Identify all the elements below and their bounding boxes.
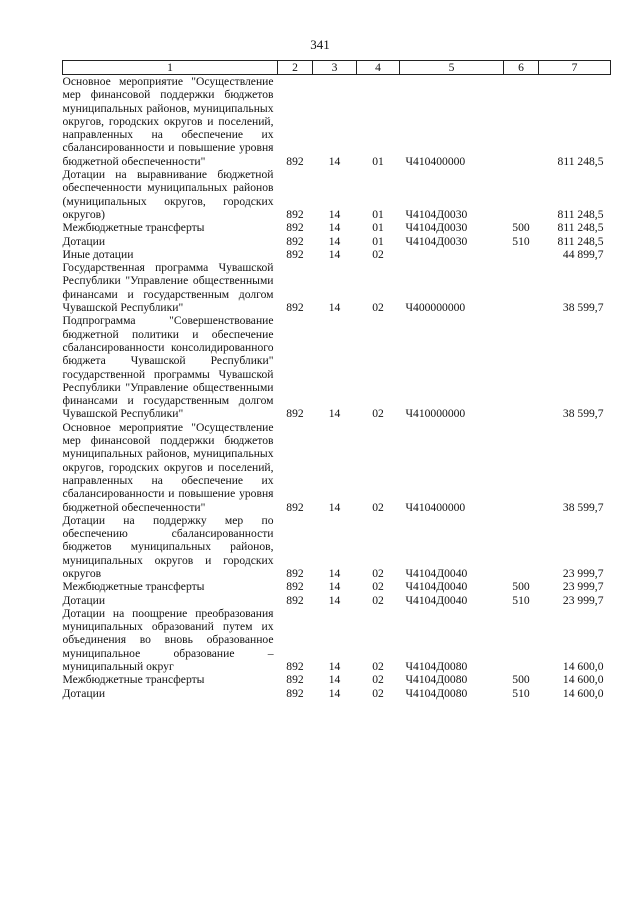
target-article-cell: Ч4104Д0030 [405,234,468,248]
row-name-cell: Дотации на поощрение преобразования муниципальных образований путем их объединения во вновь образованное муниципальное образование – муниципальный округ [62,606,274,674]
subsection-code-cell: 02 [372,301,384,315]
table-body [63,75,611,700]
amount-cell: 811 248,5 [557,207,604,221]
section-code-cell: 14 [328,580,341,594]
table-row [63,687,611,700]
admin-code-cell: 892 [286,673,304,687]
table-row [63,248,611,261]
row-name-cell: Иные дотации [62,247,134,261]
budget-table [62,60,611,700]
expense-type-cell [504,421,539,514]
row-name-cell: Дотации [62,686,106,700]
subsection-code-cell: 02 [372,566,384,580]
page-number: 341 [310,37,330,52]
expense-type-cell: 500 [512,580,530,594]
subsection-code-cell: 02 [372,673,384,687]
table-row [63,235,611,248]
table-row [63,221,611,234]
row-name-cell: Государственная программа Чувашской Республики "Управление общественными финансами и государственным долгом Чувашской Республики" [62,261,274,315]
subsection-code-cell: 01 [372,154,384,168]
expense-type-cell: 500 [512,221,530,235]
section-code-cell: 14 [328,207,341,221]
row-name-cell: Межбюджетные трансферты [62,673,205,687]
table-row [63,75,611,169]
section-code-cell: 14 [328,234,341,248]
expense-type-cell: 510 [512,593,530,607]
table-row [63,580,611,593]
column-header-6: 6 [504,61,539,75]
admin-code-cell: 892 [286,207,304,221]
amount-cell: 811 248,5 [557,154,604,168]
subsection-code-cell: 01 [372,207,384,221]
section-code-cell: 14 [328,407,341,421]
expense-type-cell [504,514,539,580]
expense-type-cell [504,168,539,221]
target-article-cell: Ч4104Д0080 [405,660,468,674]
row-name-cell: Межбюджетные трансферты [62,580,205,594]
row-name-cell: Дотации [62,234,106,248]
admin-code-cell: 892 [286,566,304,580]
row-name-cell: Основное мероприятие "Осуществление мер финансовой поддержки бюджетов муниципальных районов, муниципальных округов, городских округов и поселений, направленных на обеспечение их сбалансированности и повышение уровня бюджетной обеспеченности" [62,75,274,168]
amount-cell: 44 899,7 [562,247,604,261]
admin-code-cell: 892 [286,234,304,248]
amount-cell: 23 999,7 [562,593,604,607]
amount-cell: 38 599,7 [562,407,604,421]
section-code-cell: 14 [328,301,341,315]
row-name-cell: Основное мероприятие "Осуществление мер финансовой поддержки бюджетов муниципальных районов, муниципальных округов, городских округов и поселений, направленных на обеспечение их сбалансированности и повышение уровня бюджетной обеспеченности" [62,420,274,514]
table-row [63,421,611,514]
row-name-cell: Дотации [62,593,106,607]
expense-type-cell: 510 [512,234,530,248]
table-row [63,314,611,420]
amount-cell: 38 599,7 [562,500,604,514]
column-header-1: 1 [63,61,278,75]
column-header-7: 7 [539,61,611,75]
column-header-5: 5 [400,61,504,75]
expense-type-cell: 510 [512,686,530,700]
admin-code-cell: 892 [286,500,304,514]
target-article-cell: Ч4104Д0030 [405,207,468,221]
section-code-cell: 14 [328,566,341,580]
admin-code-cell: 892 [286,154,304,168]
row-name-cell: Подпрограмма "Совершенствование бюджетной политики и обеспечение сбалансированности консолидированного бюджета Чувашской Республики" государственной программы Чувашской Республики "Управление общественными финансами и государственным долгом Чувашской Республики" [62,314,274,421]
row-name-cell: Дотации на выравнивание бюджетной обеспеченности муниципальных районов (муниципальных округов, городских округов) [62,168,274,221]
target-article-cell [400,248,504,261]
section-code-cell: 14 [328,247,341,261]
admin-code-cell: 892 [286,407,304,421]
target-article-cell: Ч4104Д0080 [405,686,468,700]
admin-code-cell: 892 [286,660,304,674]
column-header-2: 2 [278,61,313,75]
subsection-code-cell: 02 [372,580,384,594]
expense-type-cell [504,607,539,673]
section-code-cell: 14 [328,686,341,700]
target-article-cell: Ч4104Д0030 [405,221,468,235]
amount-cell: 14 600,0 [562,660,604,674]
target-article-cell: Ч400000000 [405,301,466,315]
admin-code-cell: 892 [286,301,304,315]
amount-cell: 23 999,7 [562,580,604,594]
target-article-cell: Ч410400000 [405,500,466,514]
column-header-3: 3 [313,61,357,75]
subsection-code-cell: 02 [372,660,384,674]
subsection-code-cell: 02 [372,247,384,261]
section-code-cell: 14 [328,673,341,687]
target-article-cell: Ч4104Д0040 [405,566,468,580]
section-code-cell: 14 [328,660,341,674]
table-row [63,261,611,314]
expense-type-cell [504,314,539,420]
subsection-code-cell: 01 [372,221,384,235]
subsection-code-cell: 01 [372,234,384,248]
amount-cell: 23 999,7 [562,566,604,580]
row-name-cell: Дотации на поддержку мер по обеспечению сбалансированности бюджетов муниципальных районов, муниципальных округов и городских округов [62,513,274,580]
target-article-cell: Ч410000000 [405,407,466,421]
admin-code-cell: 892 [286,247,304,261]
expense-type-cell: 500 [512,673,530,687]
table-row [63,168,611,221]
admin-code-cell: 892 [286,593,304,607]
table-row [63,514,611,580]
section-code-cell: 14 [328,593,341,607]
target-article-cell: Ч4104Д0080 [405,673,468,687]
header-row [63,61,611,75]
section-code-cell: 14 [328,154,341,168]
subsection-code-cell: 02 [372,593,384,607]
subsection-code-cell: 02 [372,686,384,700]
admin-code-cell: 892 [286,686,304,700]
section-code-cell: 14 [328,221,341,235]
table-row [63,607,611,673]
expense-type-cell [504,75,539,169]
target-article-cell: Ч410400000 [405,154,466,168]
section-code-cell: 14 [328,500,341,514]
target-article-cell: Ч4104Д0040 [405,593,468,607]
amount-cell: 14 600,0 [562,686,604,700]
subsection-code-cell: 02 [372,407,384,421]
expense-type-cell [504,261,539,314]
target-article-cell: Ч4104Д0040 [405,580,468,594]
column-header-4: 4 [357,61,400,75]
admin-code-cell: 892 [286,580,304,594]
amount-cell: 38 599,7 [562,301,604,315]
table-row [63,673,611,686]
subsection-code-cell: 02 [372,500,384,514]
row-name-cell: Межбюджетные трансферты [62,221,205,235]
expense-type-cell [504,248,539,261]
amount-cell: 811 248,5 [557,221,604,235]
admin-code-cell: 892 [286,221,304,235]
amount-cell: 14 600,0 [562,673,604,687]
table-row [63,594,611,607]
amount-cell: 811 248,5 [557,234,604,248]
